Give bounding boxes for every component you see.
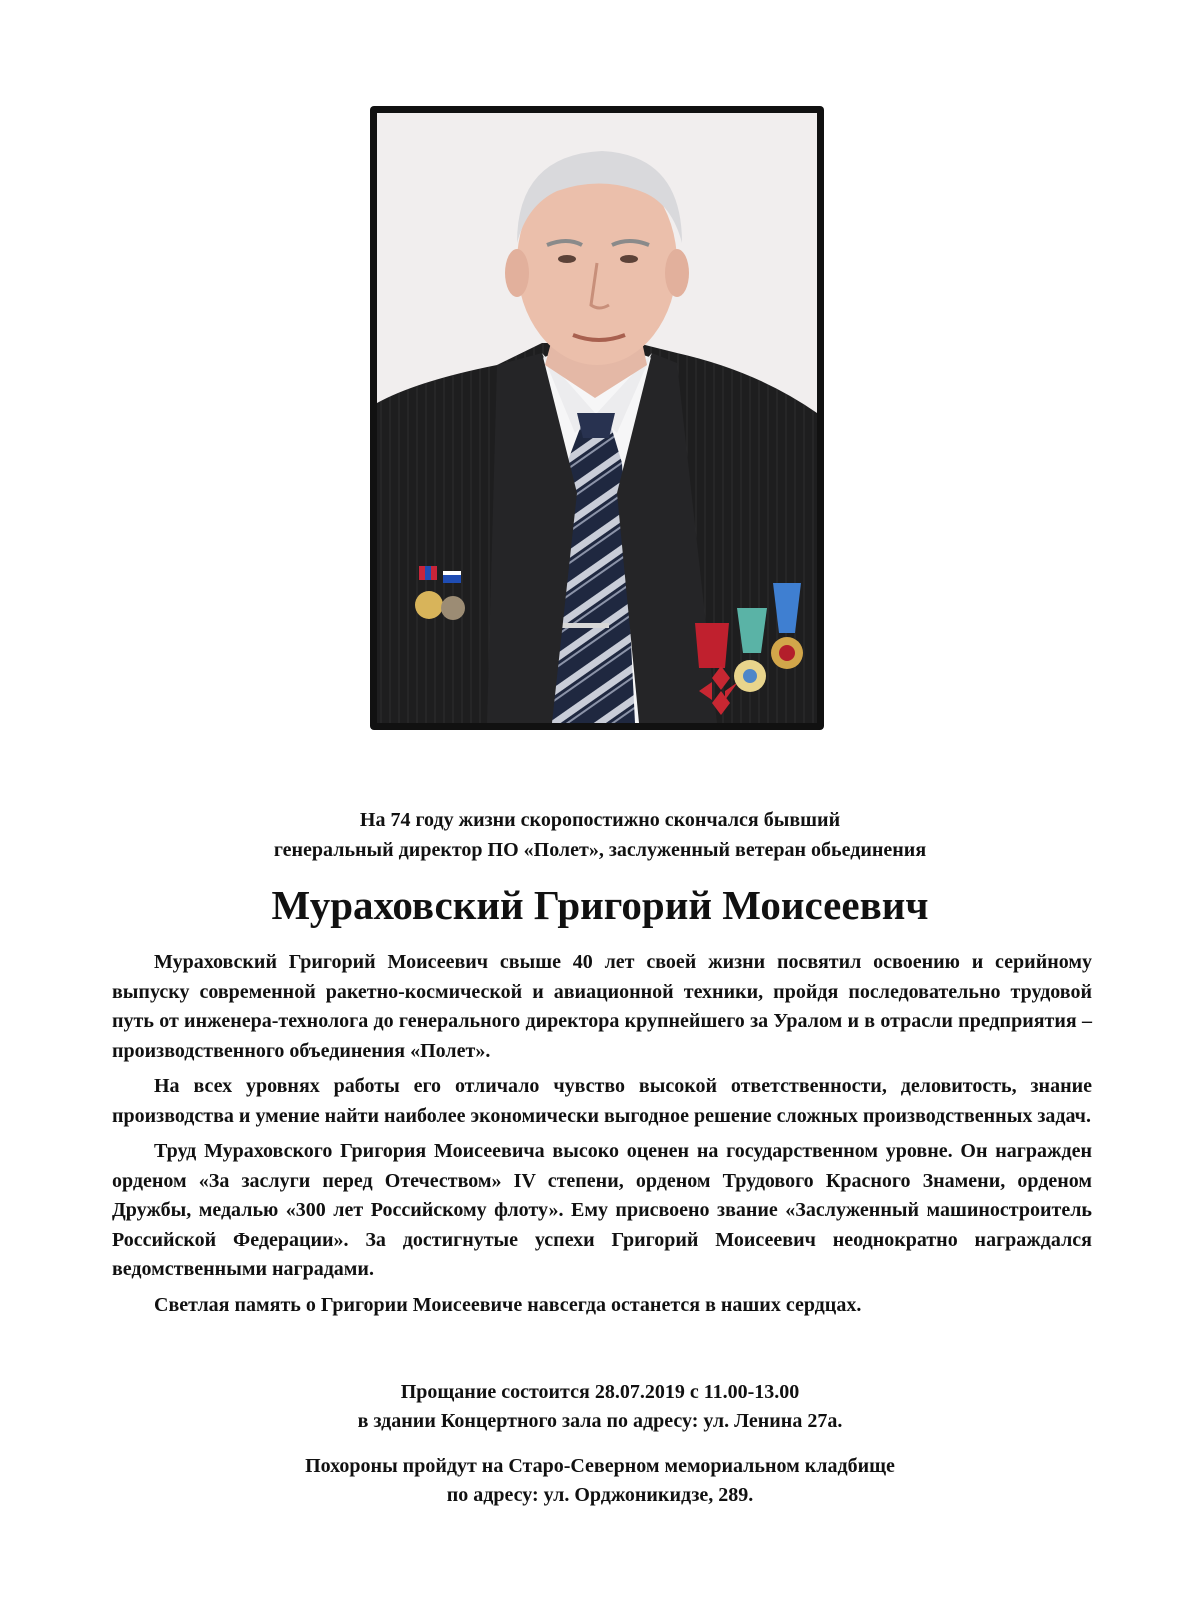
portrait-frame — [370, 106, 824, 730]
bio-paragraph-1: Мураховский Григорий Моисеевич свыше 40 лет своей жизни посвятил освоению и серийному выпуску современной ракетно-космической и авиационной техники, пройдя последовательно трудовой путь от инженера-технолога до генерального директора крупнейшего за Уралом и в отрасли предприятия – производственного объединения «Полет». — [112, 951, 1092, 1062]
bio-paragraph-3: Труд Мураховского Григория Моисеевича высоко оценен на государственном уровне. Он награжден орденом «За заслуги перед Отечеством» IV степени, орденом Трудового Красного Знамени, орденом Дружбы, медалью «300 лет Российскому флоту». Ему присвоено звание «Заслуженный машиностроитель Российской Федерации». За достигнутые успехи Григорий Моисеевич неоднократно награждался ведомственными наградами. — [112, 1140, 1092, 1280]
intro-line-2: генеральный директор ПО «Полет», заслуженный ветеран обьединения — [273, 839, 927, 861]
portrait-photo — [377, 113, 817, 723]
farewell-line-1: Прощание состоится 28.07.2019 с 11.00-13.00 — [400, 1381, 800, 1403]
farewell-info — [100, 1378, 1100, 1436]
biography — [112, 948, 1092, 1326]
intro-line-1: На 74 году жизни скоропостижно скончался бывший — [359, 809, 841, 831]
funeral-line-2: по адресу: ул. Орджоникидзе, 289. — [446, 1484, 754, 1506]
bio-paragraph-4: Светлая память о Григории Моисеевиче навсегда останется в наших сердцах. — [154, 1293, 862, 1316]
farewell-line-2: в здании Концертного зала по адресу: ул. Ленина 27а. — [357, 1410, 843, 1432]
funeral-info — [100, 1452, 1100, 1510]
funeral-line-1: Похороны пройдут на Старо-Северном мемориальном кладбище — [305, 1455, 895, 1477]
bio-paragraph-2: На всех уровнях работы его отличало чувство высокой ответственности, деловитость, знание производства и умение найти наиболее экономически выгодное решение сложных производственных задач. — [112, 1075, 1092, 1127]
intro-announcement — [100, 805, 1100, 865]
deceased-name: Мураховский Григорий Моисеевич — [271, 882, 929, 928]
